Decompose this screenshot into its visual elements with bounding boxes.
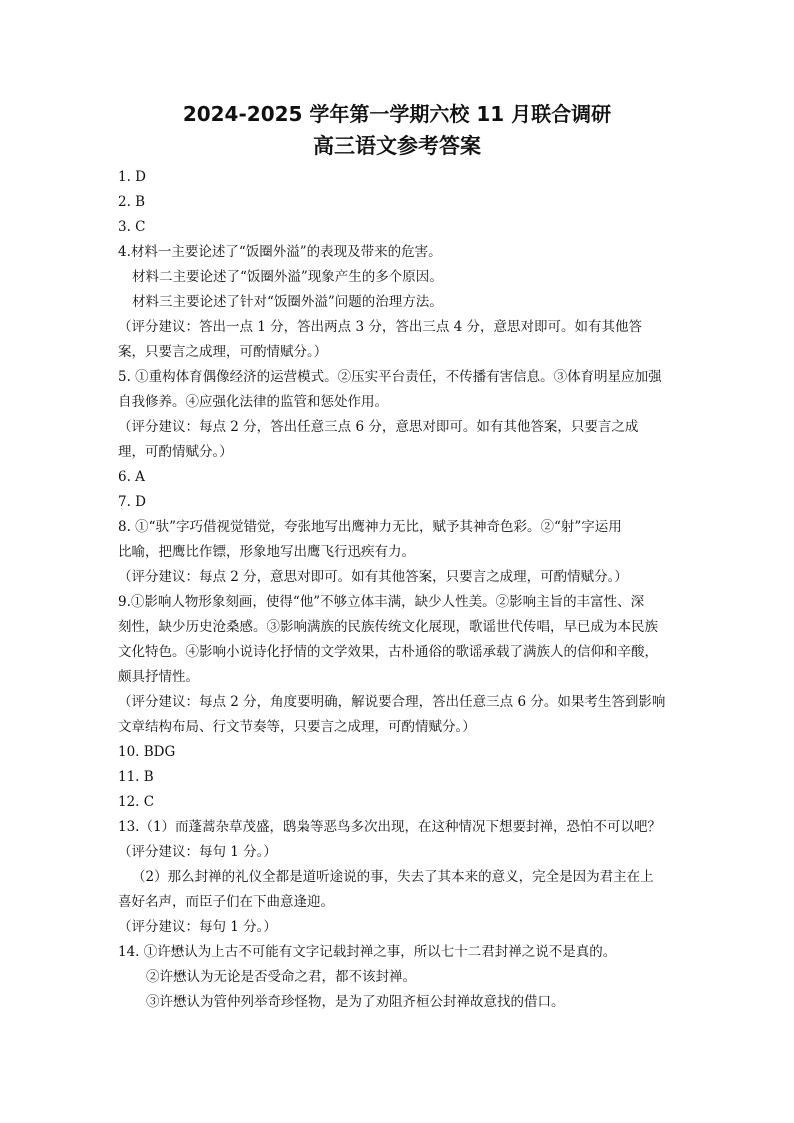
- answer-line-2: 2. B: [118, 194, 146, 210]
- answer-line-4: 4.材料一主要论述了“饭圈外溢”的表现及带来的危害。: [118, 244, 442, 260]
- scoring-note-4-cont: 案，只要言之成理，可酌情赋分。）: [118, 344, 328, 360]
- answer-line-8-cont: 比喻，把鹰比作镖，形象地写出鹰飞行迅疾有力。: [118, 544, 415, 560]
- answer-line-13-2: （2）那么封禅的礼仪全都是道听途说的事，失去了其本来的意义，完全是因为君主在上: [132, 869, 654, 885]
- answer-line-5-cont: 自我修养。④应强化法律的监管和惩处作用。: [118, 394, 388, 410]
- answer-line-1: 1. D: [118, 169, 146, 185]
- answer-line-13-1: 13.（1）而蓬蒿杂草茂盛，鸱枭等恶鸟多次出现，在这种情况下想要封禅，恐怕不可以吧？: [118, 819, 662, 835]
- answer-line-5: 5. ①重构体育偶像经济的运营模式。②压实平台责任，不传播有害信息。③体育明星应加强: [118, 369, 662, 385]
- answer-line-9: 9.①影响人物形象刻画，使得“他”不够立体丰满，缺少人性美。②影响主旨的丰富性、深: [118, 594, 645, 610]
- answer-line-9-cont3: 颇具抒情性。: [118, 669, 199, 685]
- answer-line-9-cont2: 文化特色。④影响小说诗化抒情的文学效果，古朴通俗的歌谣承载了满族人的信仰和辛酸，: [118, 644, 658, 660]
- scoring-note-9-cont: 文章结构布局、行文节奏等，只要言之成理，可酌情赋分。）: [118, 719, 476, 735]
- answer-line-6: 6. A: [118, 469, 145, 485]
- answer-line-9-cont1: 刻性，缺少历史沧桑感。③影响满族的民族传统文化展现，歌谣世代传唱，早已成为本民族: [118, 619, 658, 635]
- answer-line-10: 10. BDG: [118, 744, 176, 760]
- scoring-note-4: （评分建议：答出一点 1 分，答出两点 3 分，答出三点 4 分，意思对即可。如有其他答: [118, 319, 643, 335]
- scoring-note-8: （评分建议：每点 2 分，意思对即可。如有其他答案，只要言之成理，可酌情赋分。）: [118, 569, 628, 585]
- answer-line-3: 3. C: [118, 219, 146, 235]
- answer-line-14-2: ②许懋认为无论是否受命之君，都不该封禅。: [146, 969, 416, 985]
- document-title: 2024-2025 学年第一学期六校 11 月联合调研: [182, 102, 612, 126]
- answer-line-14-1: 14. ①许懋认为上古不可能有文字记载封禅之事，所以七十二君封禅之说不是真的。: [118, 944, 617, 960]
- answer-line-11: 11. B: [118, 769, 154, 785]
- scoring-note-9: （评分建议：每点 2 分，角度要明确，解说要合理，答出任意三点 6 分。如果考生答到影响: [118, 694, 666, 710]
- answer-line-14-3: ③许懋认为管仲列举奇珍怪物，是为了劝阻齐桓公封禅故意找的借口。: [146, 994, 565, 1010]
- answer-content: [118, 165, 688, 1015]
- answer-line-4-material3: 材料三主要论述了针对“饭圈外溢”问题的治理方法。: [132, 294, 443, 310]
- answer-line-8: 8. ①“驮”字巧借视觉错觉，夸张地写出鹰神力无比，赋予其神奇色彩。②“射”字运用: [118, 519, 622, 535]
- scoring-note-5: （评分建议：每点 2 分，答出任意三点 6 分，意思对即可。如有其他答案，只要言之成: [118, 419, 639, 435]
- answer-line-13-2-cont: 喜好名声，而臣子们在下曲意逢迎。: [118, 894, 334, 910]
- answer-line-4-material2: 材料二主要论述了“饭圈外溢”现象产生的多个原因。: [132, 269, 443, 285]
- document-subtitle: 高三语文参考答案: [313, 134, 481, 158]
- answer-line-12: 12. C: [118, 794, 155, 810]
- answer-line-7: 7. D: [118, 494, 146, 510]
- scoring-note-13-2: （评分建议：每句 1 分。）: [118, 919, 277, 935]
- scoring-note-5-cont: 理，可酌情赋分。）: [118, 444, 233, 460]
- scoring-note-13-1: （评分建议：每句 1 分。）: [118, 844, 277, 860]
